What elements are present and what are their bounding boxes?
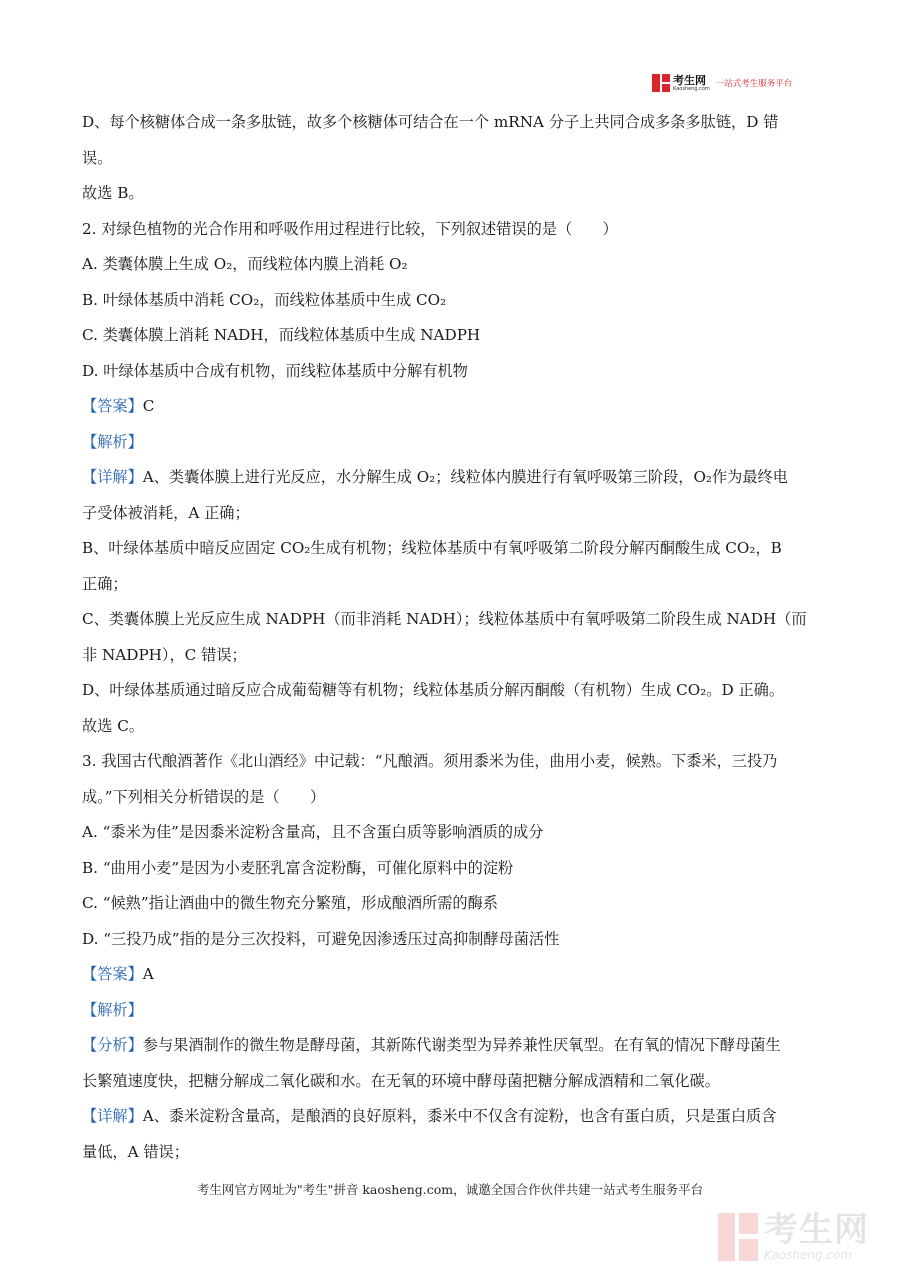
logo-brand	[673, 75, 710, 92]
text-line	[82, 957, 822, 993]
section-tag: 解析	[97, 432, 128, 451]
text-line	[82, 709, 822, 745]
section-tag: 详解	[97, 468, 128, 486]
line-text: 非 NADPH），C 错误；	[82, 645, 247, 664]
section-tag: 解析	[97, 1000, 128, 1019]
text-line	[82, 247, 822, 283]
line-text: C. 类囊体膜上消耗 NADH，而线粒体基质中生成 NADPH	[82, 326, 481, 344]
text-line	[82, 531, 822, 567]
line-text: 故选 C。	[82, 716, 145, 735]
tag-bracket-open: 【	[82, 397, 98, 415]
line-text: 子受体被消耗，A 正确；	[82, 503, 250, 522]
text-line	[82, 425, 822, 461]
text-line	[82, 212, 822, 248]
text-line	[82, 815, 822, 851]
tag-bracket-close: 】	[127, 468, 143, 486]
logo-domain: Kaosheng.com	[673, 85, 710, 92]
section-tag: 答案	[97, 965, 128, 983]
section-tag: 答案	[97, 397, 128, 415]
line-text: A、黍米淀粉含量高，是酿酒的良好原料，黍米中不仅含有淀粉，也含有蛋白质，只是蛋白质含	[142, 1107, 777, 1125]
line-text: 故选 B。	[82, 184, 144, 202]
line-text: C. “候熟”指让酒曲中的微生物充分繁殖，形成酿酒所需的酶系	[82, 894, 498, 912]
section-tag: 详解	[97, 1107, 128, 1125]
watermark-domain: Kaosheng.com	[764, 1248, 853, 1262]
line-text: 成。”下列相关分析错误的是（ ）	[82, 787, 326, 806]
tag-bracket-open: 【	[82, 1036, 98, 1054]
text-line	[82, 460, 822, 496]
kaosheng-logo-icon	[652, 74, 670, 92]
line-text: 误。	[82, 148, 113, 167]
tag-bracket-close: 】	[127, 965, 143, 983]
line-text: 2. 对绿色植物的光合作用和呼吸作用过程进行比较，下列叙述错误的是（ ）	[82, 219, 618, 238]
text-line	[82, 993, 822, 1029]
section-tag: 分析	[97, 1036, 128, 1054]
line-text: B、叶绿体基质中暗反应固定 CO₂生成有机物；线粒体基质中有氧呼吸第二阶段分解丙酮酸生成 CO₂，B	[82, 539, 782, 557]
watermark-name: 考生网	[764, 1210, 869, 1250]
line-text: D. “三投乃成”指的是分三次投料，可避免因渗透压过高抑制酵母菌活性	[82, 929, 560, 948]
tag-bracket-open: 【	[82, 965, 98, 983]
text-line	[82, 1099, 822, 1135]
tag-bracket-close: 】	[127, 1107, 143, 1125]
text-line	[82, 851, 822, 887]
text-line	[82, 1135, 822, 1171]
tag-bracket-close: 】	[127, 397, 143, 415]
line-text: B. “曲用小麦”是因为小麦胚乳富含淀粉酶，可催化原料中的淀粉	[82, 858, 514, 877]
tag-bracket-open: 【	[82, 1000, 98, 1019]
tag-bracket-close: 】	[127, 432, 143, 451]
text-line	[82, 318, 822, 354]
line-text: D、每个核糖体合成一条多肽链，故多个核糖体可结合在一个 mRNA 分子上共同合成多条多肽链，D 错	[82, 113, 779, 131]
line-text: B. 叶绿体基质中消耗 CO₂，而线粒体基质中生成 CO₂	[82, 290, 447, 309]
text-line	[82, 105, 822, 141]
text-line	[82, 922, 822, 958]
text-line	[82, 673, 822, 709]
text-line	[82, 283, 822, 319]
line-text: 参与果酒制作的微生物是酵母菌，其新陈代谢类型为异养兼性厌氧型。在有氧的情况下酵母菌生	[142, 1036, 781, 1054]
text-line	[82, 567, 822, 603]
text-line	[82, 1064, 822, 1100]
header-logo	[652, 72, 822, 94]
text-line	[82, 744, 822, 780]
page-footer: 考生网官方网址为"考生"拼音 kaosheng.com，诚邀全国合作伙伴共建一站式考生服务平台	[196, 1182, 704, 1197]
text-line	[82, 780, 822, 816]
line-text: A. “黍米为佳”是因黍米淀粉含量高，且不含蛋白质等影响酒质的成分	[82, 823, 544, 841]
line-text: 量低，A 错误；	[82, 1142, 189, 1161]
tag-bracket-open: 【	[82, 1107, 98, 1125]
tag-bracket-open: 【	[82, 432, 98, 451]
text-line	[82, 602, 822, 638]
logo-slogan: 一站式考生服务平台	[715, 79, 793, 89]
text-line	[82, 1028, 822, 1064]
tag-bracket-close: 】	[127, 1000, 143, 1019]
text-line	[82, 638, 822, 674]
watermark-brand	[764, 1210, 869, 1262]
line-text: D. 叶绿体基质中合成有机物，而线粒体基质中分解有机物	[82, 361, 468, 380]
document-body	[82, 105, 822, 1170]
line-text: A	[142, 965, 154, 983]
line-text: A、类囊体膜上进行光反应，水分解生成 O₂；线粒体内膜进行有氧呼吸第三阶段，O₂作为最终电	[142, 468, 788, 486]
text-line	[82, 886, 822, 922]
line-text: C、类囊体膜上光反应生成 NADPH（而非消耗 NADH）；线粒体基质中有氧呼吸第二阶段生成 NADH（而	[82, 610, 807, 628]
line-text: 长繁殖速度快，把糖分解成二氧化碳和水。在无氧的环境中酵母菌把糖分解成酒精和二氧化碳。	[82, 1071, 720, 1090]
line-text: 正确；	[82, 574, 128, 593]
watermark	[718, 1207, 888, 1267]
tag-bracket-open: 【	[82, 468, 98, 486]
tag-bracket-close: 】	[127, 1036, 143, 1054]
line-text: D、叶绿体基质通过暗反应合成葡萄糖等有机物；线粒体基质分解丙酮酸（有机物）生成 CO₂。D 正确。	[82, 681, 785, 699]
line-text: A. 类囊体膜上生成 O₂，而线粒体内膜上消耗 O₂	[82, 255, 408, 273]
text-line	[82, 176, 822, 212]
line-text: 3. 我国古代酿酒著作《北山酒经》中记载：“凡酿酒。须用黍米为佳，曲用小麦，候熟。下黍米，三投乃	[82, 752, 778, 770]
text-line	[82, 354, 822, 390]
text-line	[82, 141, 822, 177]
watermark-logo-icon	[718, 1213, 758, 1261]
text-line	[82, 496, 822, 532]
line-text: C	[142, 397, 155, 415]
logo-name: 考生网	[673, 73, 706, 87]
text-line	[82, 389, 822, 425]
